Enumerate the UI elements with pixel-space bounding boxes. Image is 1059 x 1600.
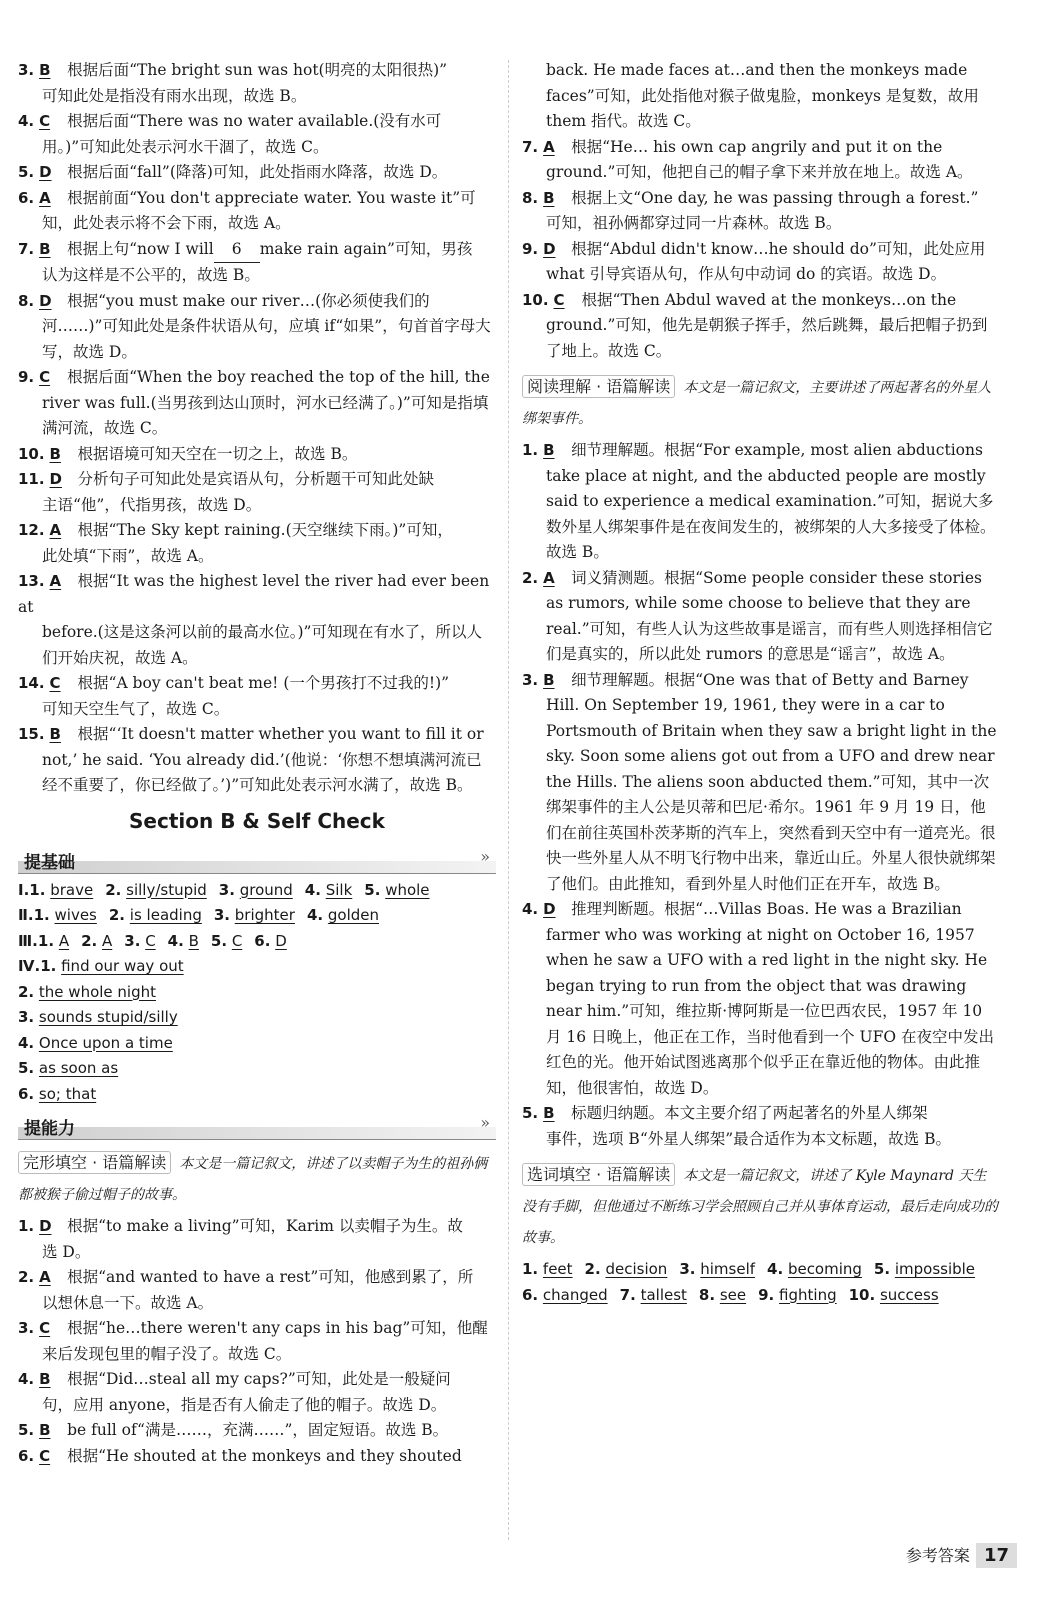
- reading-heading-desc: 本文是一篇记叙文，主要讲述了两起著名的外星人绑架事件。: [522, 380, 992, 427]
- fill-word: impossible: [894, 1260, 976, 1278]
- fill-number: 7.: [619, 1285, 636, 1304]
- fill-number: 6.: [254, 931, 271, 950]
- answer-item: [522, 1101, 1000, 1152]
- answer-item: [522, 186, 1000, 237]
- item-continuation: 主语“他”，代指男孩，故选 D。: [42, 495, 262, 514]
- item-answer: C: [553, 290, 565, 309]
- item-text: 根据“He shouted at the monkeys and they shouted: [67, 1446, 462, 1465]
- item-answer: D: [543, 239, 556, 258]
- item-number: 9.: [522, 239, 539, 258]
- item-continuation: before.(这是这条河以前的最高水位。)”可知现在有水了，所以人们开始庆祝，故选 A。: [42, 623, 482, 667]
- answer-item: [18, 58, 496, 109]
- chevron-right-icon: »: [480, 846, 490, 866]
- item-text: 根据“you must make our river…(你必须使我们的: [67, 291, 430, 310]
- item-answer: B: [39, 239, 51, 258]
- answer-item: [522, 237, 1000, 288]
- item-text: 根据“It was the highest level the river had ever been at: [18, 572, 490, 616]
- item-answer: A: [39, 188, 51, 207]
- item-number: 1.: [18, 1217, 35, 1235]
- left-answer-list-b: [18, 1214, 496, 1469]
- fill-row-label: Ⅰ.: [18, 880, 30, 899]
- item-continuation: 事件，选项 B“外星人绑架”最合适作为本文标题，故选 B。: [546, 1129, 951, 1148]
- item-continuation: 选 D。: [42, 1242, 91, 1261]
- item-continuation: 河……)”可知此处是条件状语从句，应填 if“如果”，句首首字母大写，故选 D。: [42, 317, 491, 361]
- word-fill-answers: [522, 1257, 1000, 1308]
- answer-item: [18, 569, 496, 671]
- left-column: [18, 58, 496, 1469]
- fill-row: [18, 1005, 496, 1031]
- item-text: 根据上文“One day, he was passing through a forest.”: [571, 188, 979, 207]
- item-answer: D: [39, 291, 52, 310]
- fill-word: C: [231, 931, 243, 950]
- item-number: 2.: [522, 568, 539, 587]
- item-answer: B: [543, 188, 555, 207]
- fill-number: 2.: [18, 982, 35, 1001]
- item-answer: B: [39, 1421, 51, 1439]
- fill-word: brighter: [234, 906, 295, 924]
- fill-word: fighting: [779, 1285, 837, 1304]
- word-fill-heading-label: 选词填空 · 语篇解读: [522, 1163, 675, 1186]
- item-continuation: river was full.(当男孩到达山顶时，河水已经满了。)”可知是指填满河流，故选 C。: [42, 393, 489, 437]
- item-number: 5.: [522, 1104, 539, 1122]
- item-number: 6.: [18, 188, 35, 207]
- item-answer: B: [39, 61, 51, 79]
- fill-word: feet: [542, 1260, 573, 1278]
- fill-number: 2.: [108, 906, 126, 924]
- item-answer: B: [49, 725, 61, 743]
- fill-row-label: Ⅱ.: [18, 906, 34, 924]
- fill-number: 5.: [873, 1260, 891, 1278]
- item-continuation: Hill. On September 19, 1961, they were in a car to Portsmouth of Britain when they saw a bright light in the sky. Soon some aliens got out from a UFO and drew near the Hills. The aliens soon abducted them.”可知，其中一次绑架事件的主人公是贝蒂和巴尼·希尔。1961 年 9 月 19 日，他们在前往英国朴茨茅斯的汽车上，突然看到天空中有一道亮光。很快一些外星人从不明飞行物中出来，靠近山丘。外星人很快就绑架了他们。由此推知，看到外星人时他们正在开车，故选 B。: [546, 696, 997, 893]
- item-number: 4.: [18, 1370, 35, 1388]
- item-continuation: ground.”可知，他把自己的帽子拿下来并放在地上。故选 A。: [546, 163, 973, 181]
- fill-word: A: [102, 931, 113, 950]
- item-answer: B: [543, 441, 555, 459]
- item-number: 3.: [522, 670, 539, 689]
- fill-row: [18, 980, 496, 1006]
- fill-row-label: Ⅳ.: [18, 957, 41, 975]
- item-answer: A: [49, 521, 62, 539]
- item-text: 根据“and wanted to have a rest”可知，他感到累了，所: [67, 1268, 474, 1286]
- word-fill-heading: [522, 1160, 1000, 1253]
- fill-number: 8.: [698, 1285, 716, 1304]
- item-text: 细节理解题。根据“For example, most alien abductions: [571, 441, 983, 459]
- fill-word: becoming: [787, 1260, 862, 1278]
- fill-word: ground: [239, 880, 293, 899]
- item-answer: A: [49, 572, 62, 590]
- item-text: 根据“to make a living”可知，Karim 以卖帽子为生。故: [67, 1217, 463, 1235]
- cloze-heading-desc: 本文是一篇记叙文，讲述了以卖帽子为生的祖孙俩都被猴子偷过帽子的故事。: [18, 1156, 488, 1203]
- fill-row: [18, 1031, 496, 1057]
- item-answer: C: [39, 1319, 51, 1337]
- item-text-2: make rain again”可知，男孩: [259, 239, 473, 258]
- left-answer-list-a: [18, 58, 496, 799]
- item-number: 12.: [18, 521, 45, 539]
- item-number: 6.: [18, 1446, 35, 1465]
- cloze-heading-label: 完形填空 · 语篇解读: [18, 1151, 171, 1174]
- fill-row: [522, 1257, 1000, 1283]
- item-answer: B: [49, 444, 61, 463]
- bar-basic-label: 提基础: [24, 852, 75, 873]
- answer-item: [522, 668, 1000, 898]
- bar-ability-label: 提能力: [24, 1119, 75, 1139]
- fill-row: [18, 903, 496, 929]
- item-number: 7.: [522, 137, 539, 156]
- item-text: 根据上句“now I will: [67, 239, 214, 258]
- item-answer: D: [39, 163, 52, 181]
- fill-number: 2.: [81, 931, 98, 950]
- item-text: be full of“满是……，充满……”，固定短语。故选 B。: [67, 1421, 449, 1439]
- item-continuation: farmer who was working at night on October 16, 1957 when he saw a UFO with a red light in the night sky. He began trying to run from the object that was drawing near him.”可知，维拉斯·博阿斯是一位巴西农民，1957 年 10 月 16 日晚上，他正在工作，当时他看到一个 UFO 在夜空中发出红色的光。他开始试图逃离那个似乎正在靠近他的物体。由此推知，他很害怕，故选 D。: [546, 925, 994, 1097]
- fill-number: 6.: [18, 1084, 35, 1103]
- item-number: 7.: [18, 239, 35, 258]
- fill-number: 4.: [167, 931, 184, 950]
- item-text: 根据“A boy can't beat me! (一个男孩打不过我的!)”: [77, 674, 450, 692]
- item-text: 根据“Abdul didn't know…he should do”可知，此处应用: [571, 239, 986, 258]
- answer-item: [18, 518, 496, 569]
- item-text: 根据“Did…steal all my caps?”可知，此处是一般疑问: [67, 1370, 451, 1388]
- item-continuation: 来后发现包里的帽子没了。故选 C。: [42, 1344, 292, 1363]
- item-number: 3.: [18, 61, 35, 79]
- fill-number: 2.: [105, 880, 122, 899]
- item-answer: C: [39, 1446, 51, 1465]
- item-blank: 6: [214, 237, 260, 264]
- answer-item: [18, 160, 496, 186]
- right-answer-list-b: [522, 438, 1000, 1152]
- item-number: 10.: [18, 444, 45, 463]
- item-continuation: 可知此处是指没有雨水出现，故选 B。: [42, 86, 307, 105]
- item-continuation: ground.”可知，他先是朝猴子挥手，然后跳舞，最后把帽子扔到了地上。故选 C。: [546, 316, 988, 360]
- fill-word: C: [145, 931, 156, 950]
- answer-item: [18, 237, 496, 289]
- item-answer: A: [39, 1268, 51, 1286]
- fill-word: is leading: [129, 906, 202, 924]
- fill-number: 1.: [522, 1260, 539, 1278]
- answer-item: [522, 566, 1000, 668]
- fill-number: 9.: [758, 1285, 775, 1304]
- fill-number: 1.: [29, 880, 46, 899]
- fill-word: Silk: [325, 880, 353, 899]
- fill-number: 3.: [218, 880, 235, 899]
- fill-word: success: [879, 1285, 939, 1304]
- item-number: 10.: [522, 290, 549, 309]
- fill-number: 6.: [522, 1285, 539, 1304]
- item-continuation: what 引导宾语从句，作从句中动词 do 的宾语。故选 D。: [546, 265, 947, 283]
- item-continuation: as rumors, while some choose to believe that they are real.”可知，有些人认为这些故事是谣言，而有些人则选择相信它们是真实的，所以此处 rumors 的意思是“谣言”，故选 A。: [546, 594, 993, 663]
- item-text: 推理判断题。根据“…Villas Boas. He was a Brazilian: [571, 900, 962, 918]
- fill-word: sounds stupid/silly: [38, 1008, 178, 1026]
- bar-bg: [18, 861, 496, 873]
- item-number: 15.: [18, 725, 45, 743]
- answer-item: [18, 289, 496, 366]
- item-answer: D: [49, 470, 62, 488]
- fill-number: 2.: [584, 1260, 601, 1278]
- fill-number: 10.: [848, 1285, 876, 1304]
- fill-word: D: [275, 931, 287, 950]
- fill-number: 1.: [40, 957, 57, 975]
- answer-item: [522, 438, 1000, 566]
- fill-word: whole: [385, 880, 430, 899]
- answer-item: [18, 442, 496, 468]
- fill-word: as soon as: [38, 1059, 119, 1077]
- item-answer: A: [543, 568, 555, 587]
- fill-word: brave: [50, 880, 94, 899]
- item-continuation: 以想休息一下。故选 A。: [42, 1293, 214, 1312]
- fill-row: [18, 1082, 496, 1108]
- answer-item: [18, 1444, 496, 1470]
- item-answer: A: [543, 137, 555, 156]
- item-continuation: 可知，祖孙俩都穿过同一片森林。故选 B。: [546, 214, 842, 232]
- item-number: 8.: [522, 188, 539, 207]
- fill-number: 3.: [679, 1260, 696, 1278]
- answer-item: [18, 1265, 496, 1316]
- fill-word: himself: [700, 1260, 756, 1278]
- item-number: 5.: [18, 1421, 35, 1439]
- item-text: 根据后面“The bright sun was hot(明亮的太阳很热)”: [67, 61, 448, 79]
- fill-word: see: [719, 1285, 747, 1304]
- item-continuation: 可知天空生气了，故选 C。: [42, 699, 230, 718]
- bar-bg: [18, 1127, 496, 1139]
- answer-item: [18, 671, 496, 722]
- item-number: 13.: [18, 572, 45, 590]
- answer-item: [522, 897, 1000, 1101]
- item-text: 根据“He… his own cap angrily and put it on the: [571, 137, 943, 156]
- item-answer: D: [543, 900, 556, 918]
- fill-word: silly/stupid: [126, 880, 207, 899]
- fill-word: Once upon a time: [38, 1033, 173, 1052]
- fill-number: 5.: [364, 880, 381, 899]
- item-number: 5.: [18, 163, 35, 181]
- item-number: 4.: [18, 112, 35, 130]
- reading-heading: [522, 372, 1000, 434]
- fill-number: 5.: [18, 1059, 35, 1077]
- continued-text: back. He made faces at…and then the monkeys made faces”可知，此处指他对猴子做鬼脸，monkeys 是复数，故用 them 指代。故选 C。: [546, 61, 979, 130]
- item-text: 根据“he…there weren't any caps in his bag”可知，他醒: [67, 1319, 488, 1337]
- item-continuation: 用。)”可知此处表示河水干涸了，故选 C。: [42, 137, 329, 156]
- item-number: 2.: [18, 1268, 35, 1286]
- item-continuation: take place at night, and the abducted people are mostly said to experience a medical examination.”可知，据说大多数外星人绑架事件是在夜间发生的，被绑架的人大多接受了体检。故选 B。: [546, 466, 996, 561]
- item-text: 根据“‘It doesn't matter whether you want to fill it or: [77, 725, 484, 743]
- fill-row-label: Ⅲ.: [18, 931, 38, 950]
- right-answer-list-a: [522, 135, 1000, 365]
- item-text: 根据后面“fall”(降落)可知，此处指雨水降落，故选 D。: [67, 163, 448, 181]
- item-number: 11.: [18, 470, 45, 488]
- fill-number: 4.: [306, 906, 324, 924]
- word-fill-heading-desc: 本文是一篇记叙文，讲述了 Kyle Maynard 天生没有手脚，但他通过不断练习学会照顾自己并从事体育运动，最后走向成功的故事。: [522, 1168, 998, 1246]
- page-footer: [906, 1543, 1017, 1566]
- fill-number: 3.: [18, 1008, 35, 1026]
- right-column: [522, 58, 1000, 1308]
- fill-number: 4.: [767, 1260, 784, 1278]
- fill-word: golden: [327, 906, 379, 924]
- fill-word: B: [188, 931, 199, 950]
- section-title: Section B & Self Check: [129, 808, 385, 833]
- answer-item: [18, 109, 496, 160]
- item-text: 根据“The Sky kept raining.(天空继续下雨。)”可知，: [77, 521, 453, 539]
- item-answer: C: [49, 674, 61, 692]
- item-text: 根据后面“When the boy reached the top of the hill, the: [67, 368, 490, 386]
- item-number: 14.: [18, 674, 45, 692]
- item-text: 标题归纳题。本文主要介绍了两起著名的外星人绑架: [571, 1104, 928, 1122]
- fill-word: changed: [542, 1285, 608, 1304]
- bar-basic: [18, 845, 496, 874]
- fill-number: 1.: [33, 906, 50, 924]
- item-answer: B: [543, 1104, 555, 1122]
- page-number: 17: [976, 1543, 1017, 1568]
- chevron-right-icon: »: [480, 1113, 490, 1132]
- item-continuation: not,’ he said. ‘You already did.’(他说：‘你想不想填满河流已经不重要了，你已经做了。’)”可知此处表示河水满了，故选 B。: [42, 750, 482, 794]
- item-text: 根据语境可知天空在一切之上，故选 B。: [77, 444, 358, 463]
- item-answer: C: [39, 368, 51, 386]
- item-answer: C: [39, 112, 51, 130]
- fill-number: 5.: [210, 931, 228, 950]
- fill-number: 3.: [213, 906, 230, 924]
- fill-number: 4.: [18, 1033, 35, 1052]
- item-answer: B: [543, 670, 555, 689]
- fill-row: [18, 929, 496, 955]
- answer-item: [18, 365, 496, 442]
- item-continuation: 知，此处表示将不会下雨，故选 A。: [42, 214, 291, 232]
- fill-row: [522, 1283, 1000, 1309]
- item-number: 4.: [522, 900, 539, 918]
- item-number: 3.: [18, 1319, 35, 1337]
- fill-word: decision: [605, 1260, 668, 1278]
- item-text: 根据“Then Abdul waved at the monkeys…on the: [581, 290, 957, 309]
- cloze-heading: [18, 1148, 496, 1210]
- fill-row: [18, 954, 496, 980]
- item-text: 词义猜测题。根据“Some people consider these stories: [571, 568, 982, 587]
- fill-word: so; that: [38, 1084, 97, 1103]
- fill-word: the whole night: [38, 982, 157, 1001]
- column-divider: [508, 60, 509, 1540]
- bar-ability: [18, 1111, 496, 1140]
- fill-row: [18, 1056, 496, 1082]
- fill-number: 1.: [37, 931, 55, 950]
- fill-number: 3.: [124, 931, 141, 950]
- item-answer: B: [39, 1370, 51, 1388]
- item-continuation: 认为这样是不公平的，故选 B。: [42, 266, 260, 284]
- answer-item: [18, 186, 496, 237]
- reading-heading-label: 阅读理解 · 语篇解读: [522, 375, 675, 398]
- answer-item: [18, 1316, 496, 1367]
- fill-word: find our way out: [61, 957, 184, 975]
- fill-answers: [18, 878, 496, 1108]
- fill-word: A: [58, 931, 70, 950]
- item-continuation: 此处填“下雨”，故选 A。: [42, 546, 214, 565]
- item-text: 细节理解题。根据“One was that of Betty and Barney: [571, 670, 969, 689]
- fill-row: [18, 878, 496, 904]
- item-number: 9.: [18, 368, 35, 386]
- fill-number: 4.: [304, 880, 321, 899]
- item-text: 根据后面“There was no water available.(没有水可: [67, 112, 442, 130]
- fill-word: tallest: [640, 1285, 687, 1304]
- item-answer: D: [39, 1217, 52, 1235]
- answer-item: [18, 467, 496, 518]
- item-text: 分析句子可知此处是宾语从句，分析题干可知此处缺: [77, 470, 435, 488]
- answer-item: [522, 135, 1000, 186]
- item-continuation: 句，应用 anyone，指是否有人偷走了他的帽子。故选 D。: [42, 1395, 447, 1414]
- item-number: 1.: [522, 441, 539, 459]
- item-number: 8.: [18, 291, 35, 310]
- fill-word: wives: [54, 906, 97, 924]
- answer-item: [522, 288, 1000, 365]
- answer-item: [18, 1367, 496, 1418]
- footer-label: 参考答案: [905, 1546, 970, 1565]
- answer-item: [18, 1418, 496, 1444]
- answer-item: [18, 722, 496, 799]
- item-text: 根据前面“You don't appreciate water. You waste it”可: [67, 188, 476, 207]
- answer-item: [18, 1214, 496, 1265]
